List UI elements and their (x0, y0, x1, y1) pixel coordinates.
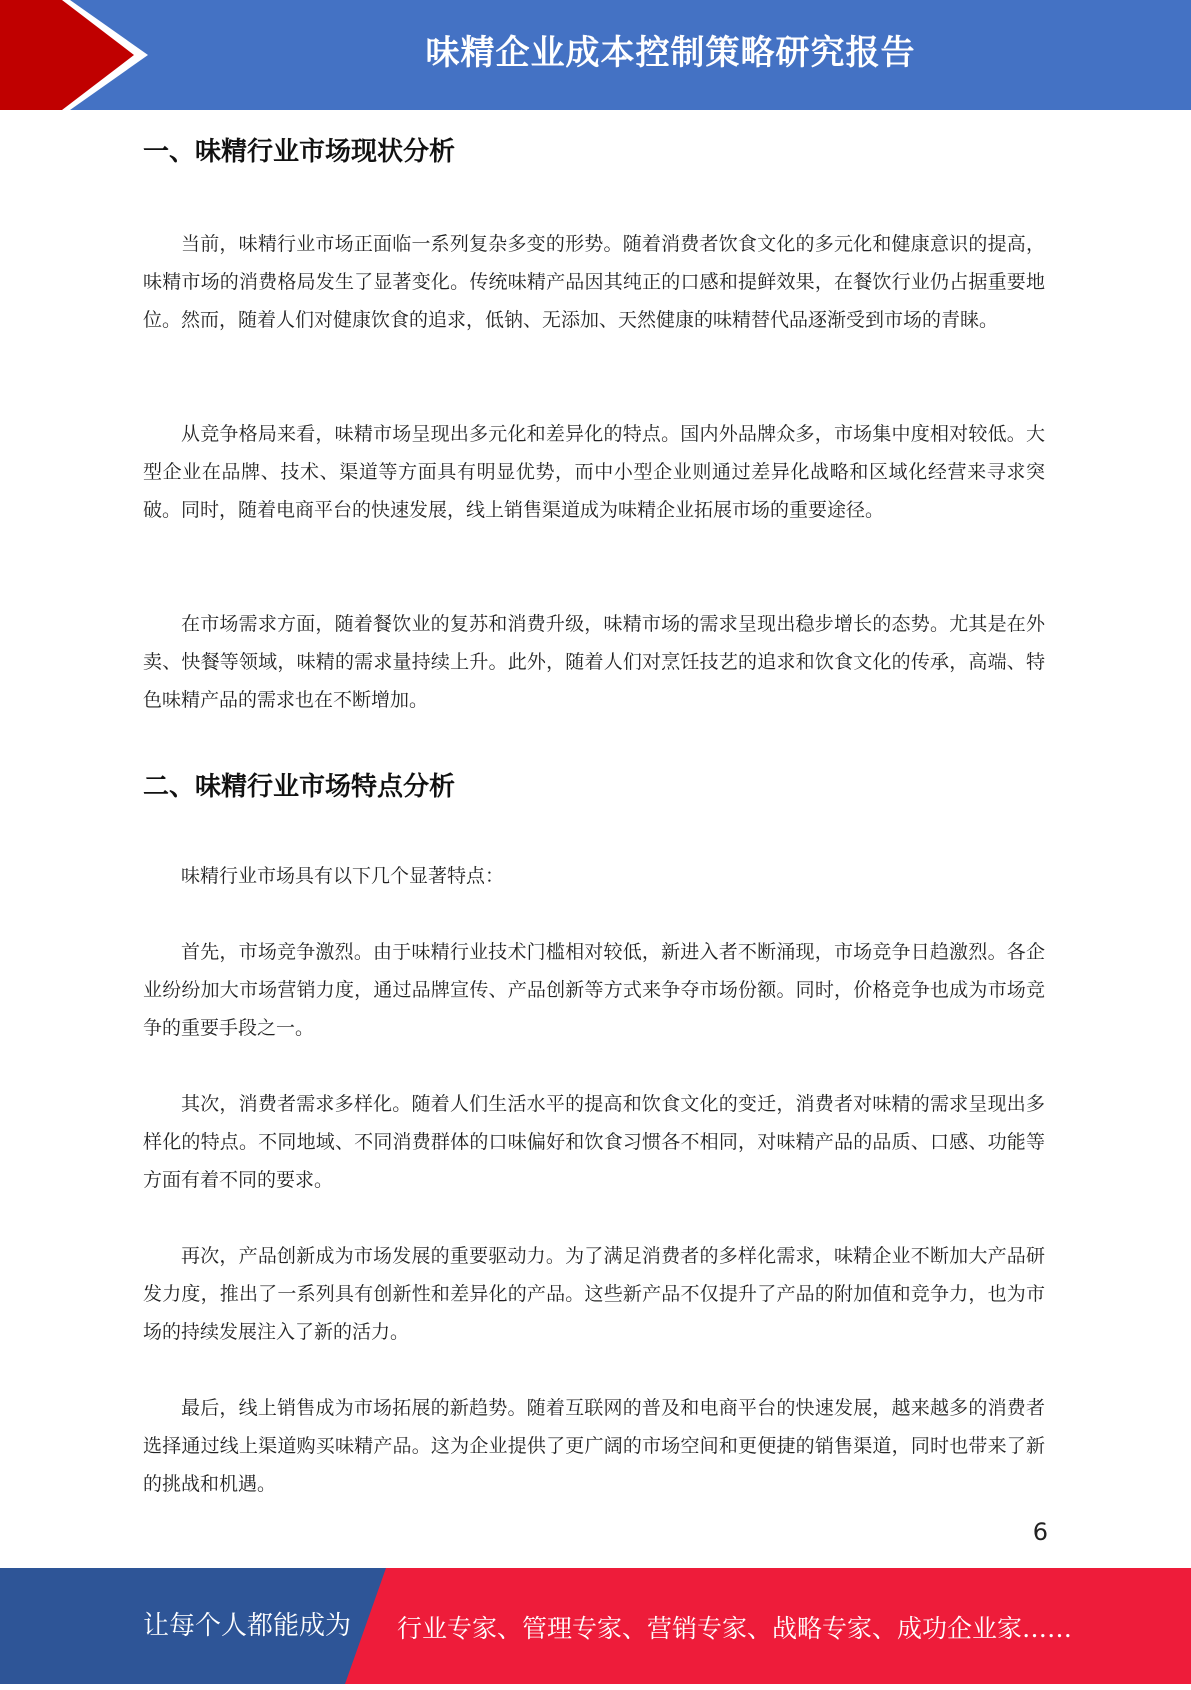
document-title: 味精企业成本控制策略研究报告 (425, 33, 916, 73)
section-heading-2: 二、味精行业市场特点分析 (143, 772, 456, 802)
page-header (0, 0, 1191, 110)
header-chevron-decoration (0, 0, 160, 110)
section-heading-1: 一、味精行业市场现状分析 (143, 137, 456, 167)
paragraph: 最后，线上销售成为市场拓展的新趋势。随着互联网的普及和电商平台的快速发展，越来越多的消费者选择通过线上渠道购买味精产品。这为企业提供了更广阔的市场空间和更便捷的销售渠道，同时也带来了新的挑战和机遇。 (143, 1397, 1045, 1495)
paragraph: 再次，产品创新成为市场发展的重要驱动力。为了满足消费者的多样化需求，味精企业不断加大产品研发力度，推出了一系列具有创新性和差异化的产品。这些新产品不仅提升了产品的附加值和竞争力，也为市场的持续发展注入了新的活力。 (143, 1245, 1045, 1343)
page-number: 6 (1032, 1518, 1048, 1546)
footer-slogan-right: 行业专家、管理专家、营销专家、战略专家、成功企业家…… (397, 1614, 1073, 1643)
paragraph: 在市场需求方面，随着餐饮业的复苏和消费升级，味精市场的需求呈现出稳步增长的态势。尤其是在外卖、快餐等领域，味精的需求量持续上升。此外，随着人们对烹饪技艺的追求和饮食文化的传承，高端、特色味精产品的需求也在不断增加。 (143, 613, 1045, 711)
paragraph: 其次，消费者需求多样化。随着人们生活水平的提高和饮食文化的变迁，消费者对味精的需求呈现出多样化的特点。不同地域、不同消费群体的口味偏好和饮食习惯各不相同，对味精产品的品质、口感、功能等方面有着不同的要求。 (143, 1093, 1045, 1191)
footer-slogan-left: 让每个人都能成为 (143, 1611, 352, 1641)
paragraph: 味精行业市场具有以下几个显著特点： (181, 865, 505, 887)
paragraph: 首先，市场竞争激烈。由于味精行业技术门槛相对较低，新进入者不断涌现，市场竞争日趋激烈。各企业纷纷加大市场营销力度，通过品牌宣传、产品创新等方式来争夺市场份额。同时，价格竞争也成为市场竞争的重要手段之一。 (143, 941, 1045, 1039)
paragraph: 从竞争格局来看，味精市场呈现出多元化和差异化的特点。国内外品牌众多，市场集中度相对较低。大型企业在品牌、技术、渠道等方面具有明显优势，而中小型企业则通过差异化战略和区域化经营来寻求突破。同时，随着电商平台的快速发展，线上销售渠道成为味精企业拓展市场的重要途径。 (143, 423, 1045, 521)
page-footer (0, 1568, 1191, 1684)
paragraph: 当前，味精行业市场正面临一系列复杂多变的形势。随着消费者饮食文化的多元化和健康意识的提高，味精市场的消费格局发生了显著变化。传统味精产品因其纯正的口感和提鲜效果，在餐饮行业仍占据重要地位。然而，随着人们对健康饮食的追求，低钠、无添加、天然健康的味精替代品逐渐受到市场的青睐。 (143, 233, 1045, 331)
